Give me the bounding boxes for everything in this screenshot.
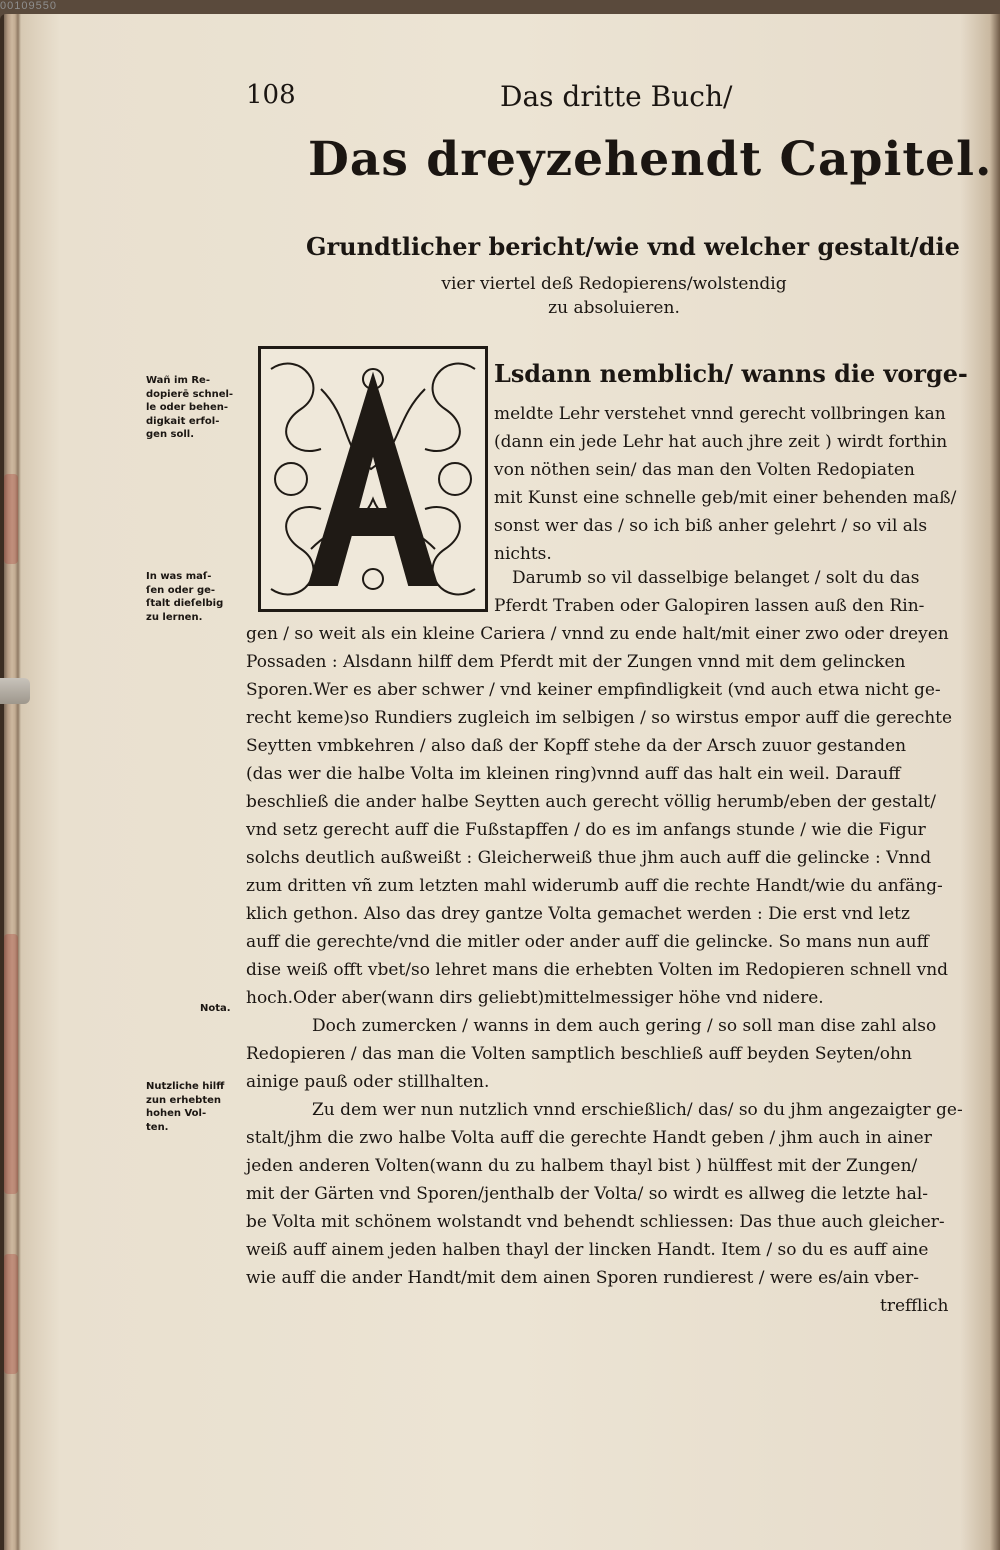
margin-note: Nutzliche hilff zun erhebten hohen Vol- ten.: [146, 1081, 225, 1133]
running-head: Das dritte Buch/: [500, 80, 733, 113]
text-line: meldte Lehr verstehet vnnd gerecht vollbringen kan: [494, 404, 946, 424]
text-line: jeden anderen Volten(wann du zu halbem thayl bist ) hülffest mit der Zungen/: [246, 1156, 918, 1176]
text-line: (dann ein jede Lehr hat auch jhre zeit ) wirdt forthin: [494, 432, 948, 452]
chapter-title: Das dreyzehendt Capitel.: [308, 132, 993, 187]
text-line: gen / so weit als ein kleine Cariera / vnnd zu ende halt/mit einer zwo oder dreyen: [246, 624, 949, 644]
text-line: weiß auff ainem jeden halben thayl der lincken Handt. Item / so du es auff aine: [246, 1240, 929, 1260]
text-line: dise weiß offt vbet/so lehret mans die erhebten Volten im Redopieren schnell vnd: [246, 960, 949, 980]
text-line: Doch zumercken / wanns in dem auch gering / so soll man dise zahl also: [312, 1016, 937, 1036]
text-line: Possaden : Alsdann hilff dem Pferdt mit der Zungen vnnd mit dem gelincken: [246, 652, 906, 672]
text-line: von nöthen sein/ das man den Volten Redopiaten: [494, 460, 915, 480]
text-line: stalt/jhm die zwo halbe Volta auff die gerechte Handt geben / jhm auch in ainer: [246, 1128, 932, 1148]
text-line: solchs deutlich außweißt : Gleicherweiß thue jhm auch auff die gelincke : Vnnd: [246, 848, 932, 868]
text-line: mit Kunst eine schnelle geb/mit einer behenden maß/: [494, 488, 957, 508]
svg-text:A: A: [372, 499, 374, 500]
text-line: sonst wer das / so ich biß anher gelehrt / so vil als: [494, 516, 928, 536]
catchword: trefflich: [880, 1296, 949, 1316]
text-line: hoch.Oder aber(wann dirs geliebt)mittelmessiger höhe vnd nidere.: [246, 988, 824, 1008]
text-line: (das wer die halbe Volta im kleinen ring)vnnd auff das halt ein weil. Darauff: [246, 764, 901, 784]
text-line: recht keme)so Rundiers zugleich im selbigen / so wirstus empor auff die gerechte: [246, 708, 953, 728]
text-line: vnd setz gerecht auff die Fußstapffen / do es im anfangs stunde / wie die Figur: [246, 820, 926, 840]
subtitle-line-1: Grundtlicher bericht/wie vnd welcher gestalt/die: [306, 232, 960, 261]
text-line: Darumb so vil dasselbige belanget / solt du das: [512, 568, 920, 588]
text-line: beschließ die ander halbe Seytten auch gerecht völlig herumb/eben der gestalt/: [246, 792, 936, 812]
text-line: mit der Gärten vnd Sporen/jenthalb der Volta/ so wirdt es allweg die letzte hal-: [246, 1184, 929, 1204]
text-line: zum dritten vñ zum letzten mahl widerumb auff die rechte Handt/wie du anfäng-: [246, 876, 943, 896]
margin-note: In was maſ- ſen oder ge- ſtalt dieſelbig zu lernen.: [146, 571, 224, 623]
text-line: be Volta mit schönem wolstandt vnd behendt schliessen: Das thue auch gleicher-: [246, 1212, 945, 1232]
text-line: Sporen.Wer es aber schwer / vnd keiner empfindligkeit (vnd auch etwa nicht ge-: [246, 680, 941, 700]
text-line: Redopieren / das man die Volten samptlich beschließ auff beyden Seyten/ohn: [246, 1044, 912, 1064]
text-line: Seytten vmbkehren / also daß der Kopff stehe da der Arsch zuuor gestanden: [246, 736, 907, 756]
page-number: 108: [246, 80, 296, 110]
ornate-initial-a-icon: [258, 346, 488, 612]
text-line: wie auff die ander Handt/mit dem ainen Sporen rundierest / were es/ain vber-: [246, 1268, 919, 1288]
text-line: klich gethon. Also das drey gantze Volta gemachet werden : Die erst vnd letz: [246, 904, 910, 924]
subtitle-line-2: vier viertel deß Redopierens/wolstendig: [441, 274, 787, 294]
text-line: Lsdann nemblich/ wanns die vorge-: [494, 360, 968, 388]
margin-note: Wañ im Re- dopierē schnel- le oder behen- digkait erfol- gen soll.: [146, 375, 234, 440]
scan-id: 00109550: [0, 0, 57, 12]
text-line: nichts.: [494, 544, 552, 564]
text-line: Pferdt Traben oder Galopiren lassen auß den Rin-: [494, 596, 925, 616]
margin-note: Nota.: [200, 1003, 231, 1014]
subtitle-line-3: zu absoluieren.: [548, 298, 680, 318]
text-line: Zu dem wer nun nutzlich vnnd erschießlich/ das/ so du jhm angezaigter ge-: [312, 1100, 963, 1120]
text-line: auff die gerechte/vnd die mitler oder ander auff die gelincke. So mans nun auff: [246, 932, 929, 952]
text-line: ainige pauß oder stillhalten.: [246, 1072, 490, 1092]
